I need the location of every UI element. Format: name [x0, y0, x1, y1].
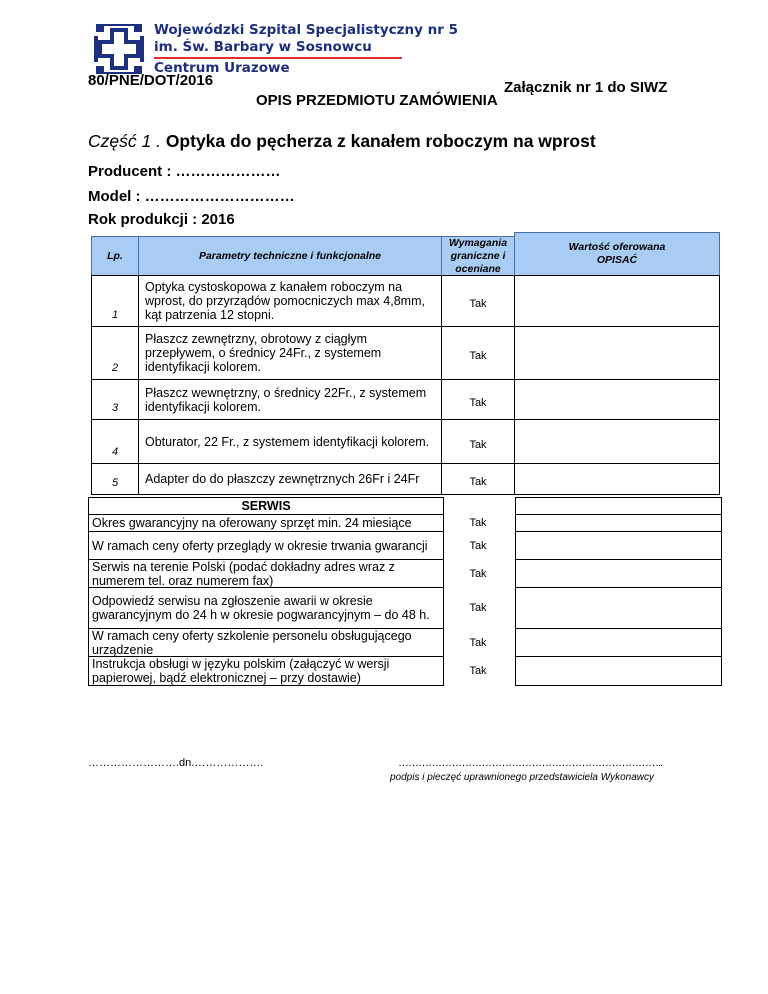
service-row-1-offered-field[interactable]	[515, 514, 722, 532]
logo-divider	[154, 57, 402, 59]
row-4-param: Obturator, 22 Fr., z systemem identyfikacji kolorem.	[138, 419, 442, 464]
place-date-line: …………………….dn.……………….	[88, 757, 264, 769]
header-offered-line2: OPISAĆ	[596, 254, 638, 266]
part-prefix: Część 1 .	[88, 131, 161, 151]
header-requirements: Wymagania graniczne i oceniane	[441, 236, 515, 276]
service-row-4-req: Tak	[469, 602, 487, 614]
service-row-4-text: Odpowiedź serwisu na zgłoszenie awarii w okresie gwarancyjnym do 24 h w okresie pogwarancyjnym – do 48 h.	[88, 587, 444, 629]
service-row-3-text: Serwis na terenie Polski (podać dokładny adres wraz z numerem tel. oraz numerem fax)	[88, 559, 444, 588]
logo-line-3: Centrum Urazowe	[154, 60, 290, 76]
header-offered-line1: Wartość oferowana	[568, 241, 666, 253]
header-offered	[514, 232, 720, 276]
row-3-req: Tak	[441, 379, 515, 420]
row-2-req: Tak	[441, 326, 515, 380]
row-1-offered-field[interactable]	[514, 275, 720, 327]
row-4-offered-field[interactable]	[514, 419, 720, 464]
service-heading: SERWIS	[88, 497, 444, 515]
service-row-2-req: Tak	[469, 539, 487, 552]
producer-field: Producent : …………………	[88, 163, 281, 180]
model-field: Model : …………………………	[88, 188, 295, 205]
row-3-lp: 3	[91, 379, 139, 420]
header-lp: Lp.	[91, 236, 139, 276]
row-3-param: Płaszcz wewnętrzny, o średnicy 22Fr., z systemem identyfikacji kolorem.	[138, 379, 442, 420]
service-row-6-req: Tak	[469, 665, 487, 677]
part-title	[88, 131, 596, 152]
row-5-offered-field[interactable]	[514, 463, 720, 495]
signature-line: ……………………………………………………………………..	[398, 757, 663, 769]
header-params: Parametry techniczne i funkcjonalne	[138, 236, 442, 276]
row-2-offered-field[interactable]	[514, 326, 720, 380]
row-1-req: Tak	[441, 275, 515, 327]
document-title: OPIS PRZEDMIOTU ZAMÓWIENIA	[256, 92, 498, 109]
part-name: Optyka do pęcherza z kanałem roboczym na wprost	[160, 131, 596, 151]
service-row-1-text: Okres gwarancyjny na oferowany sprzęt min. 24 miesiące	[88, 514, 444, 532]
hospital-cross-logo-icon	[92, 22, 146, 76]
service-row-5-text: W ramach ceny oferty szkolenie personelu obsługującego urządzenie	[88, 628, 444, 657]
year-field: Rok produkcji : 2016	[88, 211, 235, 228]
service-row-6-text: Instrukcja obsługi w języku polskim (załączyć w wersji papierowej, bądź elektronicznej – przy dostawie)	[88, 656, 444, 686]
service-row-4-offered-field[interactable]	[515, 587, 722, 629]
service-row-1-req: Tak	[469, 517, 487, 529]
service-heading-offered	[515, 497, 722, 515]
signature-caption: podpis i pieczęć uprawnionego przedstawiciela Wykonawcy	[390, 772, 655, 783]
row-5-lp: 5	[91, 463, 139, 495]
row-5-param: Adapter do do płaszczy zewnętrznych 26Fr i 24Fr	[138, 463, 442, 495]
row-4-req: Tak	[441, 419, 515, 464]
row-4-lp: 4	[91, 419, 139, 464]
row-1-lp: 1	[91, 275, 139, 327]
service-row-3-offered-field[interactable]	[515, 559, 722, 588]
row-2-param: Płaszcz zewnętrzny, obrotowy z ciągłym przepływem, o średnicy 24Fr., z systemem identyfikacji kolorem.	[138, 326, 442, 380]
service-row-2-offered-field[interactable]	[515, 531, 722, 560]
row-1-param: Optyka cystoskopowa z kanałem roboczym na wprost, do przyrządów pomocniczych max 4,8mm, kąt patrzenia 12 stopni.	[138, 275, 442, 327]
service-row-3-req: Tak	[469, 567, 487, 580]
row-5-req: Tak	[441, 463, 515, 495]
service-row-2-text: W ramach ceny oferty przeglądy w okresie trwania gwarancji	[88, 531, 444, 560]
row-3-offered-field[interactable]	[514, 379, 720, 420]
service-row-5-offered-field[interactable]	[515, 628, 722, 657]
logo-line-2: im. Św. Barbary w Sosnowcu	[154, 39, 372, 55]
service-row-5-req: Tak	[469, 636, 487, 649]
logo-line-1: Wojewódzki Szpital Specjalistyczny nr 5	[154, 22, 458, 38]
service-row-6-offered-field[interactable]	[515, 656, 722, 686]
attachment-label: Załącznik nr 1 do SIWZ	[504, 79, 668, 96]
row-2-lp: 2	[91, 326, 139, 380]
reference-number: 80/PNE/DOT/2016	[88, 72, 214, 89]
